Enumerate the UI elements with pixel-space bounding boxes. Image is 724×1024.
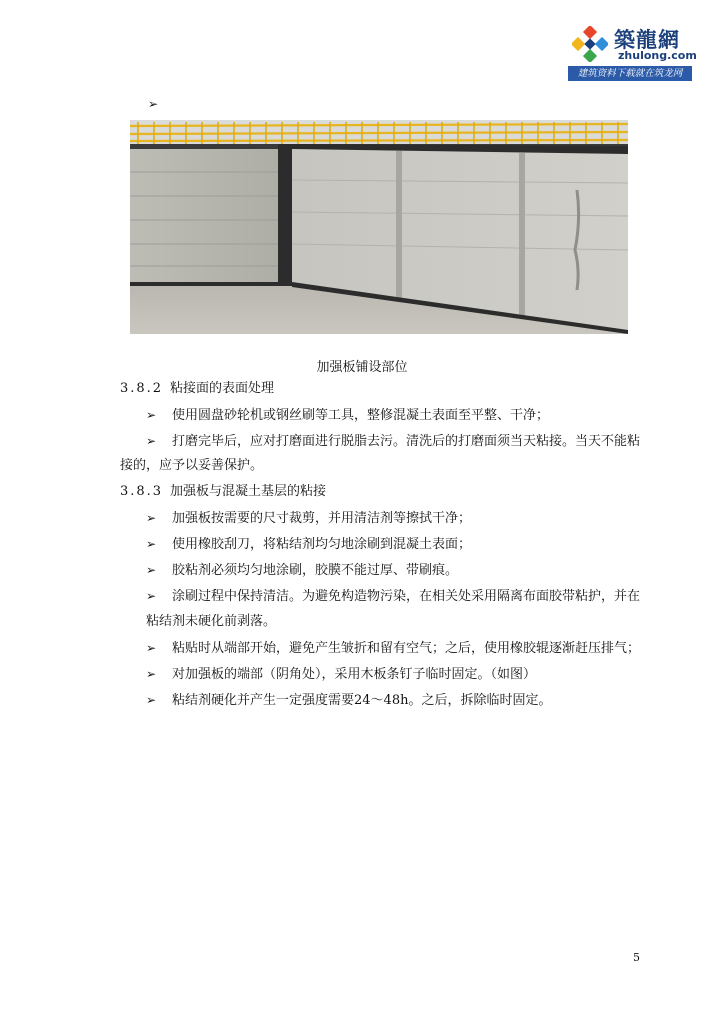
list-item bbox=[146, 406, 549, 425]
zhulong-logo bbox=[568, 22, 697, 82]
bullet-arrow-icon: ➢ bbox=[146, 589, 157, 603]
list-item-text: 接的，应予以妥善保护。 bbox=[120, 458, 264, 473]
logo-top bbox=[568, 22, 697, 66]
list-item bbox=[146, 509, 471, 528]
list-item bbox=[146, 639, 640, 658]
bullet-arrow-icon: ➢ bbox=[146, 434, 157, 448]
bullet-arrow-icon: ➢ bbox=[146, 511, 157, 525]
bullet-arrow-icon: ➢ bbox=[146, 563, 157, 577]
list-item-continuation bbox=[146, 613, 276, 631]
page-number: 5 bbox=[633, 951, 640, 964]
logo-name: 築龍網 bbox=[614, 27, 680, 52]
list-item-text: 粘结剂硬化并产生一定强度需要24～48h。之后，拆除临时固定。 bbox=[172, 693, 552, 708]
section-number: 3.8.2 bbox=[120, 381, 164, 396]
section-title: 加强板与混凝土基层的粘接 bbox=[170, 484, 327, 499]
bullet-arrow-icon: ➢ bbox=[148, 97, 159, 111]
section-heading-3-8-3 bbox=[120, 483, 326, 501]
list-item-text: 使用橡胶刮刀，将粘结剂均匀地涂刷到混凝土表面； bbox=[172, 537, 472, 552]
bullet-arrow-icon: ➢ bbox=[146, 693, 157, 707]
list-item-continuation bbox=[120, 457, 263, 475]
section-title: 粘接面的表面处理 bbox=[170, 381, 275, 396]
bullet-arrow-icon: ➢ bbox=[146, 641, 157, 655]
list-item bbox=[146, 691, 551, 710]
list-item-text: 粘贴时从端部开始，避免产生皱折和留有空气；之后，使用橡胶辊逐渐赶压排气； bbox=[172, 641, 641, 656]
section-heading-3-8-2 bbox=[120, 380, 274, 398]
concrete-wall-photo bbox=[130, 120, 628, 334]
bullet-arrow-icon: ➢ bbox=[146, 667, 157, 681]
list-item bbox=[146, 587, 640, 606]
figure-caption: 加强板铺设部位 bbox=[316, 360, 408, 375]
list-item-text: 使用圆盘砂轮机或钢丝刷等工具，整修混凝土表面至平整、干净； bbox=[172, 408, 550, 423]
section-number: 3.8.3 bbox=[120, 484, 164, 499]
list-item-text: 对加强板的端部（阴角处），采用木板条钉子临时固定。（如图） bbox=[172, 667, 537, 682]
logo-domain: zhulong.com bbox=[618, 49, 697, 62]
bullet-arrow-icon: ➢ bbox=[146, 408, 157, 422]
list-item-text: 胶粘剂必须均匀地涂刷，胶膜不能过厚、带刷痕。 bbox=[172, 563, 459, 578]
bullet-arrow-icon: ➢ bbox=[146, 537, 157, 551]
list-item-text: 涂刷过程中保持清洁。为避免构造物污染，在相关处采用隔离布面胶带粘护，并在 bbox=[172, 589, 641, 604]
list-item-text: 粘结剂未硬化前剥落。 bbox=[146, 614, 277, 629]
list-item bbox=[146, 432, 640, 451]
logo-pinwheel-icon bbox=[572, 26, 608, 62]
list-item bbox=[146, 561, 458, 580]
list-item-text: 打磨完毕后，应对打磨面进行脱脂去污。清洗后的打磨面须当天粘接。当天不能粘 bbox=[172, 434, 641, 449]
list-item bbox=[146, 535, 471, 554]
list-item bbox=[146, 665, 536, 684]
list-item-text: 加强板按需要的尺寸裁剪，并用清洁剂等擦拭干净； bbox=[172, 511, 472, 526]
logo-slogan: 建筑资料下载就在筑龙网 bbox=[568, 66, 692, 81]
